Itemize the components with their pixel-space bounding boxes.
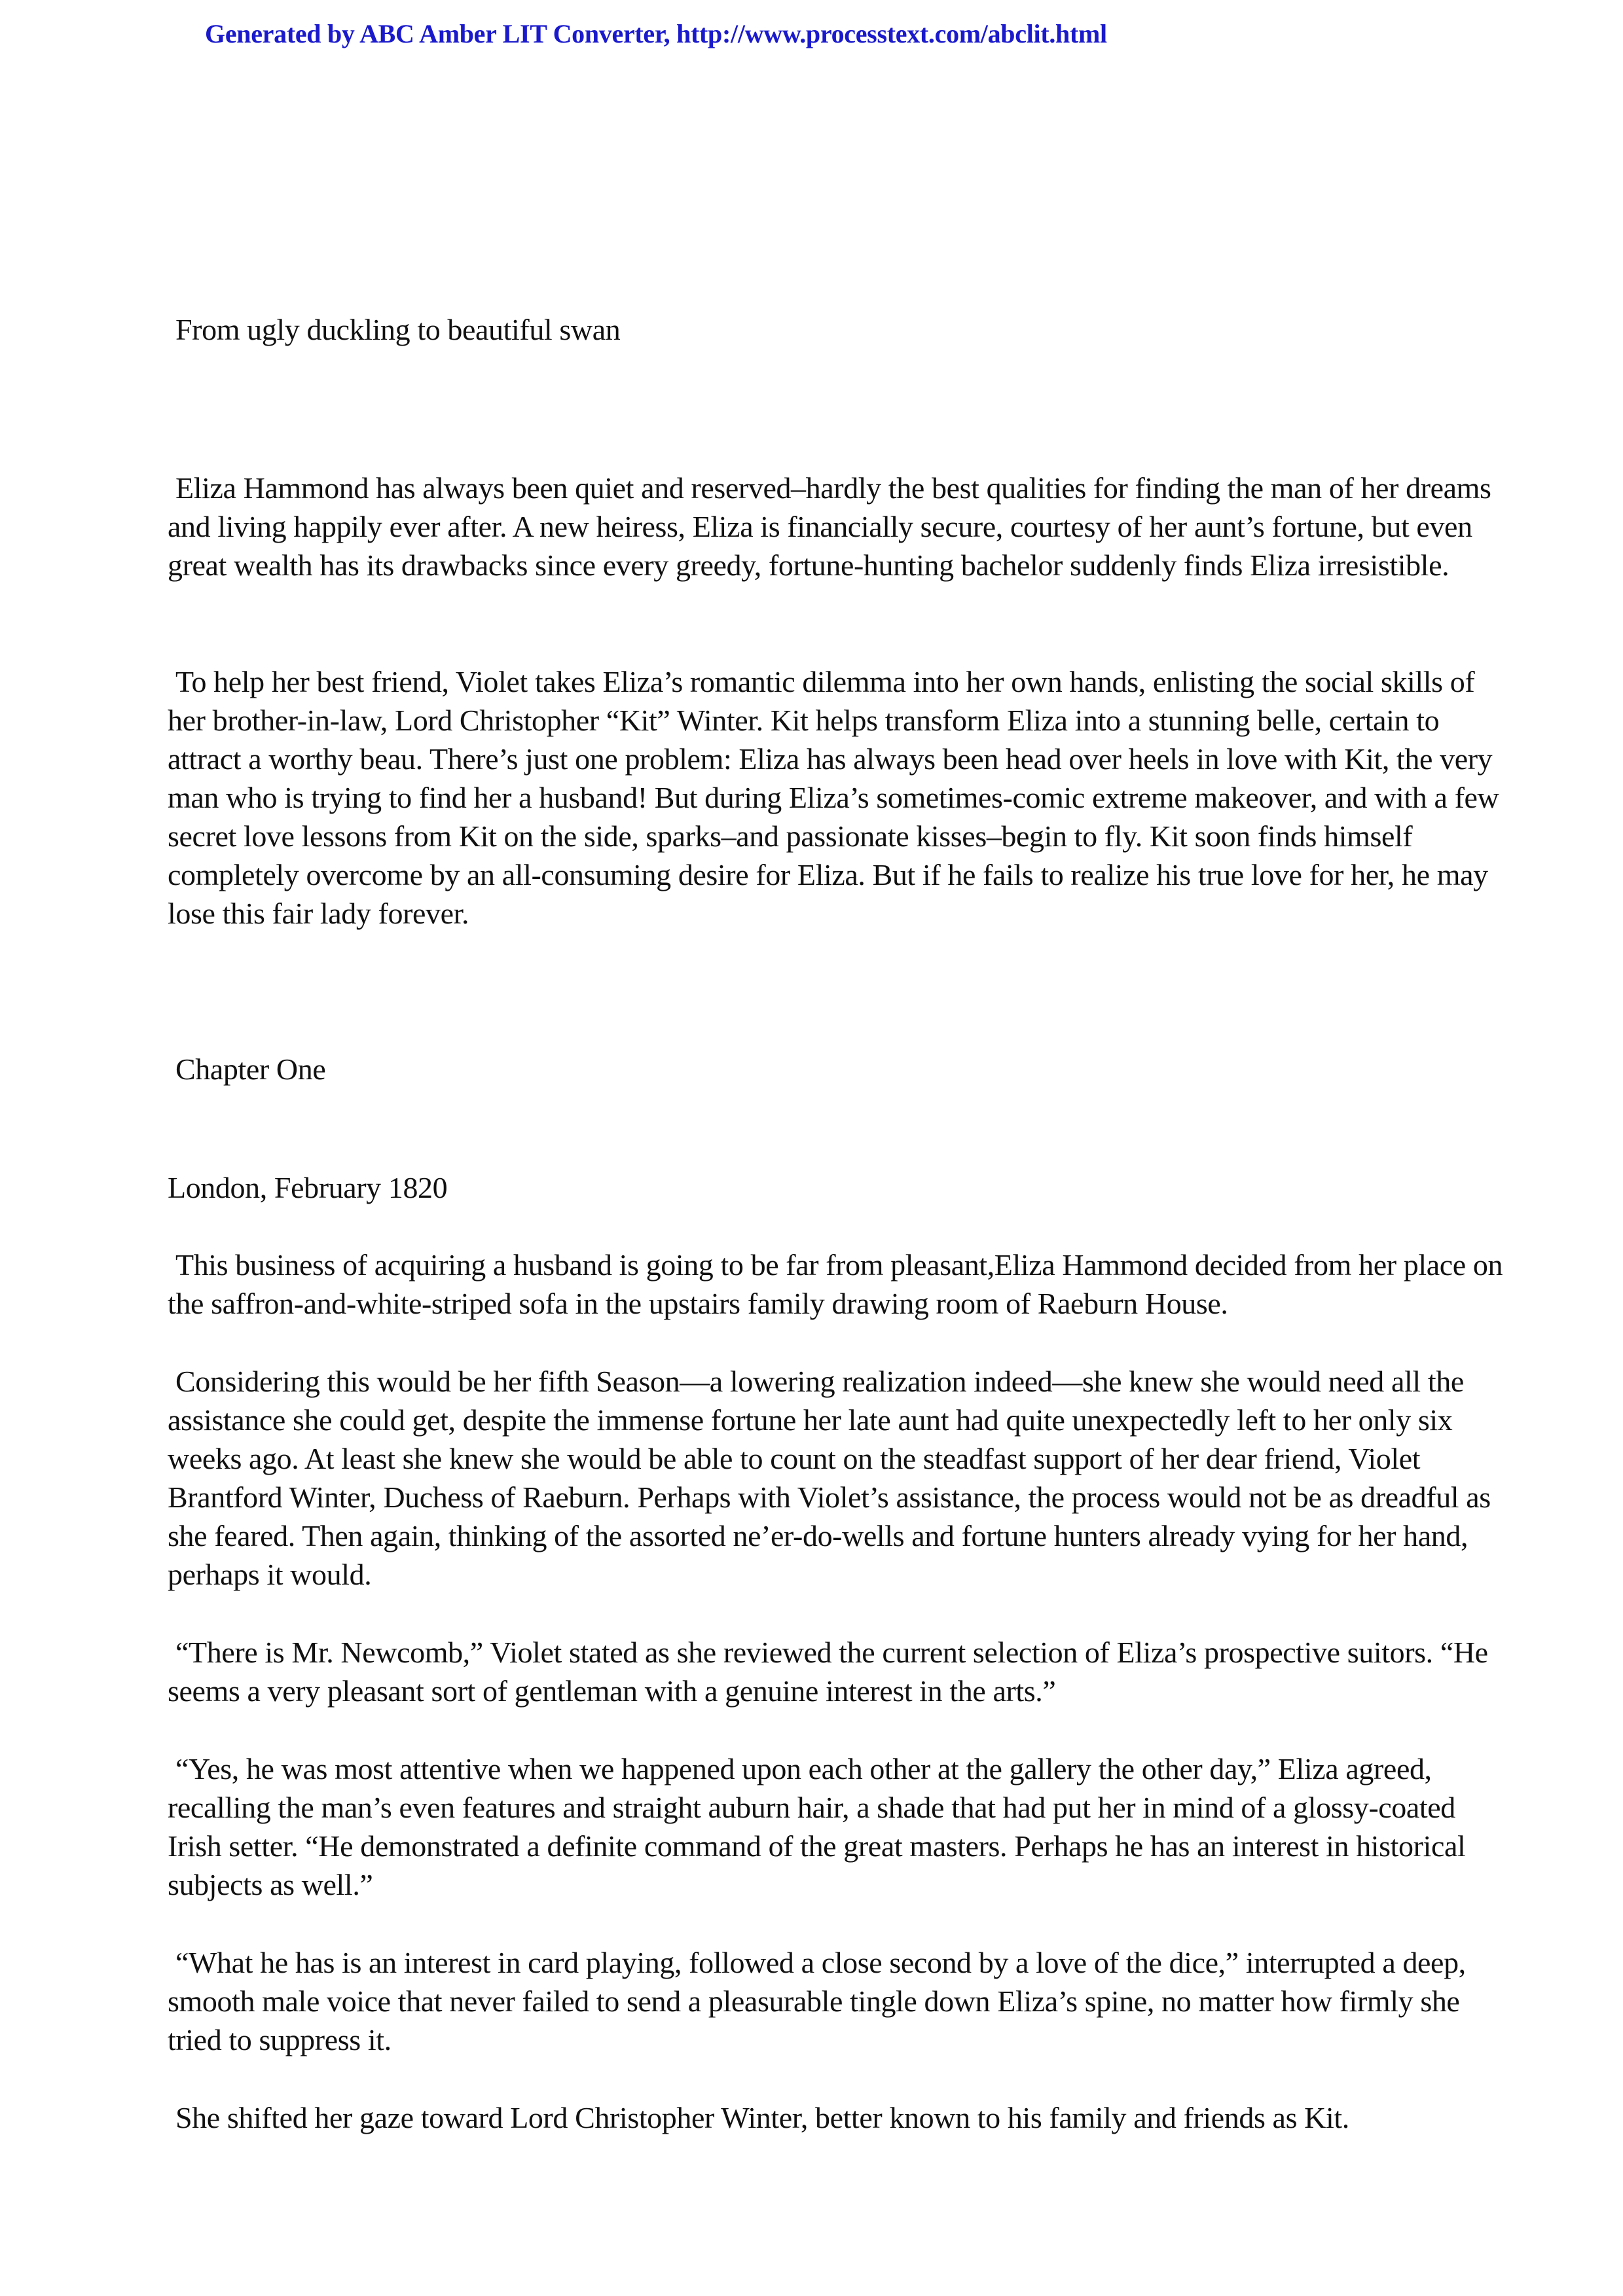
chapter-paragraph: [168, 2098, 1510, 2137]
paragraph-text: This business of acquiring a husband is going to be far from pleasant,Eliza Hammond decided from her place on the saffron-and-white-striped sofa in the upstairs family drawing room of Raeburn House.: [168, 1248, 1503, 1320]
paragraph-text: “There is Mr. Newcomb,” Violet stated as she reviewed the current selection of Eliza’s prospective suitors. “He seems a very pleasant sort of gentleman with a genuine interest in the arts.”: [168, 1636, 1488, 1708]
blurb-tagline: [168, 310, 1510, 349]
paragraph-text: To help her best friend, Violet takes Eliza’s romantic dilemma into her own hands, enlisting the social skills of her brother-in-law, Lord Christopher “Kit” Winter. Kit helps transform Eliza into a stunning belle, certain to attract a worthy beau. There’s just one problem: Eliza has always been head over heels in love with Kit, the very man who is trying to find her a husband! But during Eliza’s sometimes-comic extreme makeover, and with a few secret love lessons from Kit on the side, sparks–and passionate kisses–begin to fly. Kit soon finds himself completely overcome by an all-consuming desire for Eliza. But if he fails to realize his true love for her, he may lose this fair lady forever.: [168, 665, 1499, 930]
paragraph-text: “Yes, he was most attentive when we happened upon each other at the gallery the other day,” Eliza agreed, recalling the man’s even features and straight auburn hair, a shade that had put her in mind of a glossy-coated Irish setter. “He demonstrated a definite command of the great masters. Perhaps he has an interest in historical subjects as well.”: [168, 1752, 1466, 1901]
chapter-paragraph: [168, 1749, 1510, 1904]
chapter-title: [168, 1050, 1510, 1088]
tagline-text: From ugly duckling to beautiful swan: [175, 313, 621, 346]
converter-header-link[interactable]: Generated by ABC Amber LIT Converter, http://www.processtext.com/abclit.html: [205, 19, 1107, 48]
paragraph-text: She shifted her gaze toward Lord Christopher Winter, better known to his family and friends as Kit.: [175, 2101, 1349, 2134]
chapter-paragraph: [168, 1246, 1510, 1323]
paragraph-text: “What he has is an interest in card playing, followed a close second by a love of the dice,” interrupted a deep, smooth male voice that never failed to send a pleasurable tingle down Eliza’s spine, no matter how firmly she tried to suppress it.: [168, 1946, 1466, 2056]
dateline-text: London, February 1820: [168, 1171, 448, 1204]
chapter-dateline: [168, 1168, 1510, 1207]
blurb-paragraph-2: [168, 662, 1510, 933]
chapter-paragraph: [168, 1362, 1510, 1594]
chapter-paragraph: [168, 1633, 1510, 1710]
chapter-paragraph: [168, 1943, 1510, 2059]
paragraph-text: Eliza Hammond has always been quiet and reserved–hardly the best qualities for finding the man of her dreams and living happily ever after. A new heiress, Eliza is financially secure, courtesy of her aunt’s fortune, but even great wealth has its drawbacks since every greedy, fortune-hunting bachelor suddenly finds Eliza irresistible.: [168, 471, 1491, 582]
chapter-title-text: Chapter One: [175, 1052, 326, 1086]
paragraph-text: Considering this would be her fifth Season—a lowering realization indeed—she knew she would need all the assistance she could get, despite the immense fortune her late aunt had quite unexpectedly left to her only six weeks ago. At least she knew she would be able to count on the steadfast support of her dear friend, Violet Brantford Winter, Duchess of Raeburn. Perhaps with Violet’s assistance, the process would not be as dreadful as she feared. Then again, thinking of the assorted ne’er-do-wells and fortune hunters already vying for her hand, perhaps it would.: [168, 1365, 1491, 1591]
blurb-paragraph-1: [168, 469, 1510, 584]
